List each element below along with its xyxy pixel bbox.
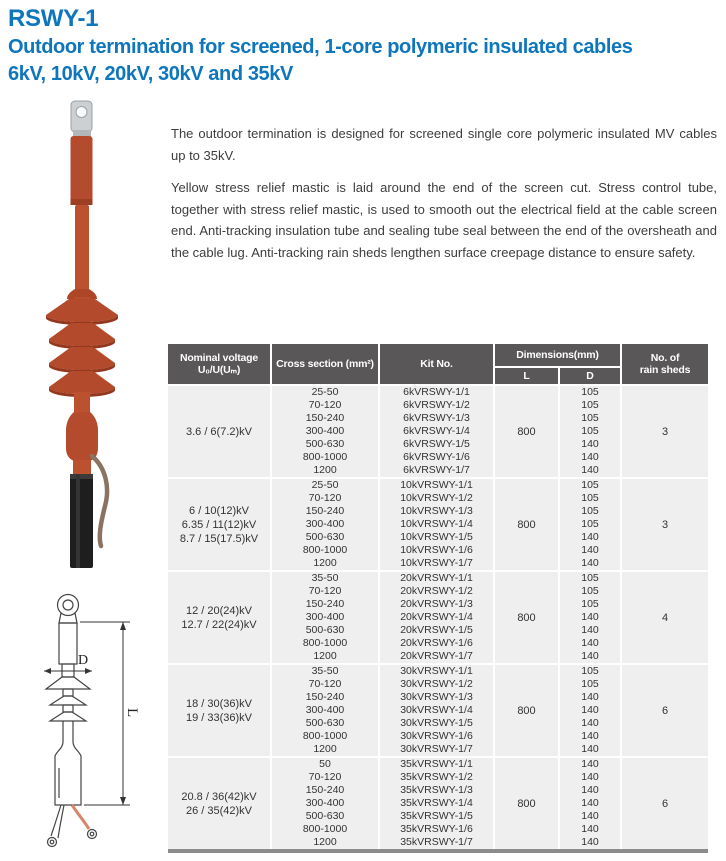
table-bottom-border (168, 849, 708, 853)
dimension-l-cell: 800 (493, 758, 558, 849)
rain-sheds-cell: 3 (620, 386, 708, 477)
kit-no-cell: 10kVRSWY-1/1 10kVRSWY-1/2 10kVRSWY-1/3 10kVRSWY-1/4 10kVRSWY-1/5 10kVRSWY-1/6 10kVRSWY-1/7 (378, 479, 493, 570)
col-header-nominal-voltage (168, 344, 270, 384)
product-photo (12, 98, 162, 568)
rain-sheds-cell: 6 (620, 758, 708, 849)
col-header-rain-sheds-line2: rain sheds (639, 364, 691, 376)
cross-section-cell: 25-50 70-120 150-240 300-400 500-630 800-1000 1200 (270, 479, 378, 570)
voltage-group-row (168, 384, 708, 477)
page-title-line2: 6kV, 10kV, 20kV, 30kV and 35kV (8, 63, 293, 85)
rain-sheds-icon (46, 297, 118, 397)
kit-no-cell: 20kVRSWY-1/1 20kVRSWY-1/2 20kVRSWY-1/3 20kVRSWY-1/4 20kVRSWY-1/5 20kVRSWY-1/6 20kVRSWY-1/7 (378, 572, 493, 663)
dimension-d-cell: 140 140 140 140 140 140 140 (558, 758, 620, 849)
page-title-line1: Outdoor termination for screened, 1-core polymeric insulated cables (8, 36, 633, 58)
col-header-dimensions: Dimensions(mm) (493, 344, 620, 366)
col-header-rain-sheds-line1: No. of (650, 352, 680, 364)
dimension-l (80, 622, 140, 805)
specification-table (168, 344, 708, 853)
table-header (168, 344, 708, 384)
cross-section-cell: 35-50 70-120 150-240 300-400 500-630 800-1000 1200 (270, 572, 378, 663)
nominal-voltage-cell: 12 / 20(24)kV 12.7 / 22(24)kV (181, 604, 257, 631)
nominal-voltage-cell: 20.8 / 36(42)kV 26 / 35(42)kV (181, 790, 257, 817)
table-body (168, 384, 708, 849)
dimension-d-label: D (78, 653, 89, 668)
dimension-l-cell: 800 (493, 572, 558, 663)
kit-no-cell: 30kVRSWY-1/1 30kVRSWY-1/2 30kVRSWY-1/3 30kVRSWY-1/4 30kVRSWY-1/5 30kVRSWY-1/6 30kVRSWY-1/7 (378, 665, 493, 756)
dimension-d-cell: 105 105 105 140 140 140 140 (558, 572, 620, 663)
voltage-group-row (168, 663, 708, 756)
voltage-group-row (168, 570, 708, 663)
rain-sheds-cell: 4 (620, 572, 708, 663)
kit-no-cell: 35kVRSWY-1/1 35kVRSWY-1/2 35kVRSWY-1/3 35kVRSWY-1/4 35kVRSWY-1/5 35kVRSWY-1/6 35kVRSWY-1/7 (378, 758, 493, 849)
cross-section-cell: 25-50 70-120 150-240 300-400 500-630 800-1000 1200 (270, 386, 378, 477)
col-header-nominal-voltage-line2: U₀/U(Uₘ) (197, 364, 241, 376)
col-header-kit-no: Kit No. (378, 344, 493, 384)
dimension-d-cell: 105 105 105 105 140 140 140 (558, 479, 620, 570)
cable-lug-icon (71, 101, 92, 137)
rain-sheds-cell: 3 (620, 479, 708, 570)
earth-braid-icon (92, 456, 107, 546)
description-paragraph-1: The outdoor termination is designed for screened single core polymeric insulated MV cables up to 35kV. (171, 126, 717, 163)
col-header-cross-section: Cross section (mm²) (270, 344, 378, 384)
nominal-voltage-cell: 3.6 / 6(7.2)kV (185, 425, 253, 438)
cross-section-cell: 50 70-120 150-240 300-400 500-630 800-1000 1200 (270, 758, 378, 849)
kit-no-cell: 6kVRSWY-1/1 6kVRSWY-1/2 6kVRSWY-1/3 6kVRSWY-1/4 6kVRSWY-1/5 6kVRSWY-1/6 6kVRSWY-1/7 (378, 386, 493, 477)
voltage-group-row (168, 477, 708, 570)
voltage-group-row (168, 756, 708, 849)
dimension-l-label: L (124, 708, 140, 718)
description-paragraph-2: Yellow stress relief mastic is laid around the end of the screen cut. Stress control tube, together with stress relief mastic, is used to smooth out the electrical field at the cable screen end. Anti-tracking insulation tube and sealing tube seal between the end of the oversheath and the cable lug. Anti-tracking rain sheds lengthen surface creepage distance to ensure safety. (171, 180, 717, 260)
col-header-nominal-voltage-line1: Nominal voltage (179, 352, 259, 364)
dimension-d-cell: 105 105 140 140 140 140 140 (558, 665, 620, 756)
dimension-d-cell: 105 105 105 105 140 140 140 (558, 386, 620, 477)
col-header-rain-sheds (620, 344, 708, 384)
description-block (171, 123, 717, 274)
nominal-voltage-cell: 6 / 10(12)kV 6.35 / 11(12)kV 8.7 / 15(17.5)kV (179, 504, 259, 545)
col-header-dimension-l: L (493, 366, 558, 384)
rain-sheds-cell: 6 (620, 665, 708, 756)
dimension-l-cell: 800 (493, 479, 558, 570)
dimension-l-cell: 800 (493, 386, 558, 477)
cable-icon (70, 474, 93, 568)
dimension-drawing (38, 592, 150, 858)
cross-section-cell: 35-50 70-120 150-240 300-400 500-630 800-1000 1200 (270, 665, 378, 756)
page-header (8, 4, 632, 88)
product-model-title: RSWY-1 (8, 5, 99, 32)
col-header-dimension-d: D (558, 366, 620, 384)
dimension-l-cell: 800 (493, 665, 558, 756)
nominal-voltage-cell: 18 / 30(36)kV 19 / 33(36)kV (185, 697, 253, 724)
